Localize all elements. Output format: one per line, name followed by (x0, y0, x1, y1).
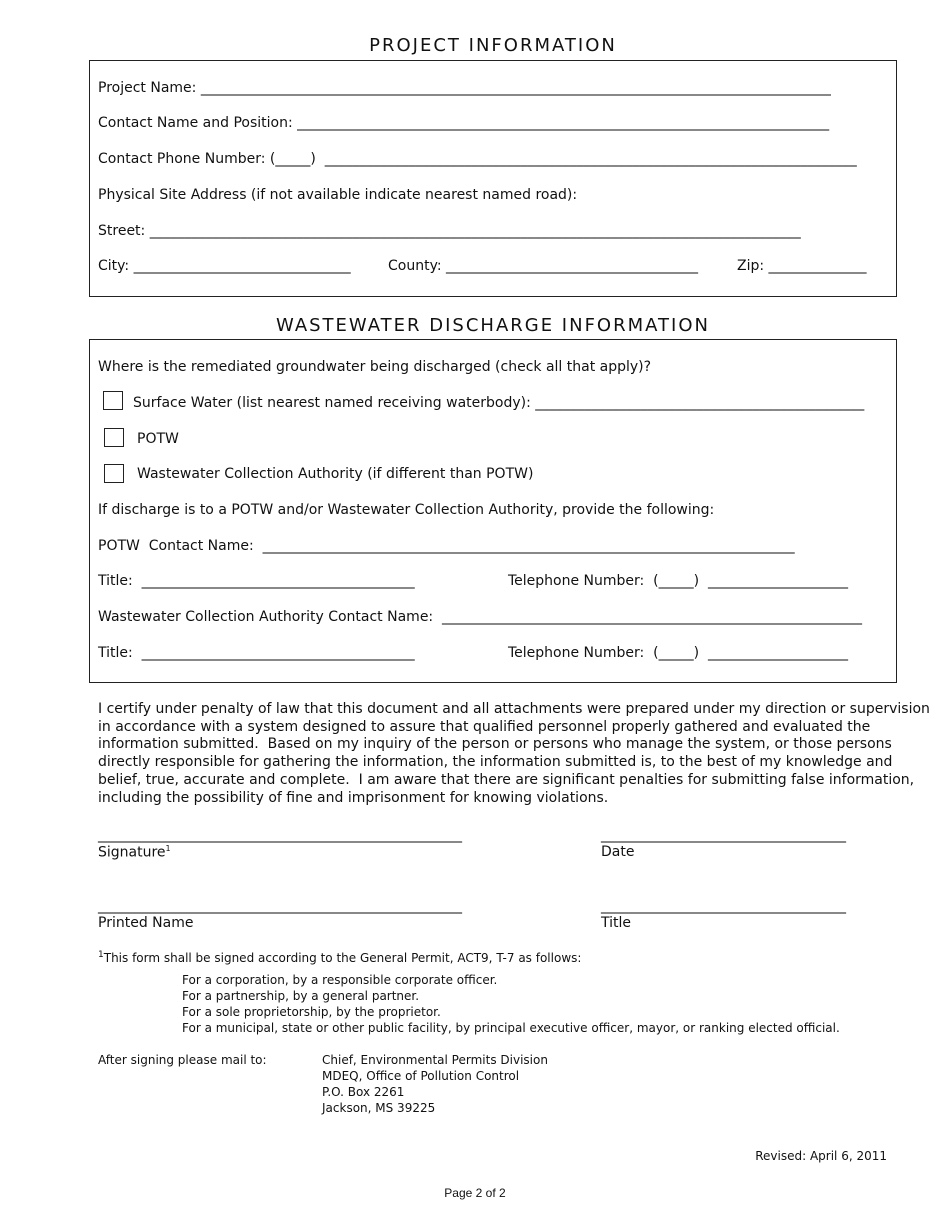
signature-footnote-marker: 1 (165, 844, 171, 853)
wastewater-heading: WASTEWATER DISCHARGE INFORMATION (276, 315, 710, 336)
certification-line: belief, true, accurate and complete. I am aware that there are significant penalties for submitting false information, (98, 772, 915, 788)
footnote-item: For a partnership, by a general partner. (182, 989, 420, 1003)
potw-label: POTW (137, 431, 179, 447)
surface-water-checkbox[interactable] (103, 391, 123, 410)
title-label: Title (601, 915, 632, 931)
certification-line: including the possibility of fine and imprisonment for knowing violations. (98, 790, 609, 806)
project-information-heading: PROJECT INFORMATION (369, 35, 617, 56)
authority-title-field[interactable]: Title: _______________________________________ (98, 645, 415, 661)
certification-line: I certify under penalty of law that this document and all attachments were prepared under my direction or supervision (98, 701, 930, 717)
mailing-address-line: MDEQ, Office of Pollution Control (322, 1069, 520, 1083)
date-label: Date (601, 844, 635, 860)
certification-line: directly responsible for gathering the information, the information submitted is, to the best of my knowledge and (98, 754, 893, 770)
title-line[interactable]: ___________________________________ (601, 898, 846, 914)
collection-authority-checkbox[interactable] (104, 464, 124, 483)
site-address-label: Physical Site Address (if not available indicate nearest named road): (98, 187, 578, 203)
footnote-intro-text: This form shall be signed according to the General Permit, ACT9, T-7 as follows: (103, 951, 582, 965)
certification-line: in accordance with a system designed to assure that qualified personnel properly gathered and evaluated the (98, 719, 871, 735)
project-name-field[interactable]: Project Name: __________________________________________________________________________________________ (98, 80, 831, 96)
street-field[interactable]: Street: _____________________________________________________________________________________________ (98, 223, 801, 239)
footnote-marker: 1 (98, 950, 104, 960)
certification-line: information submitted. Based on my inquiry of the person or persons who manage the system, or those persons (98, 736, 892, 752)
revised-date: Revised: April 6, 2011 (755, 1149, 887, 1163)
county-field[interactable]: County: ____________________________________ (388, 258, 699, 274)
signature-line[interactable]: ____________________________________________________ (98, 827, 462, 843)
footnote-item: For a sole proprietorship, by the proprietor. (182, 1005, 441, 1019)
if-discharge-label: If discharge is to a POTW and/or Wastewater Collection Authority, provide the following: (98, 502, 715, 518)
footnote-item: For a corporation, by a responsible corporate officer. (182, 973, 498, 987)
footnote-intro (98, 950, 581, 965)
date-line[interactable]: ___________________________________ (601, 827, 846, 843)
mail-to-label: After signing please mail to: (98, 1053, 267, 1067)
potw-checkbox[interactable] (104, 428, 124, 447)
printed-name-label: Printed Name (98, 915, 194, 931)
zip-field[interactable]: Zip: ______________ (737, 258, 867, 274)
city-field[interactable]: City: _______________________________ (98, 258, 351, 274)
surface-water-field[interactable]: Surface Water (list nearest named receiving waterbody): _______________________________________________ (133, 395, 865, 411)
printed-name-line[interactable]: ____________________________________________________ (98, 898, 462, 914)
mailing-address-line: P.O. Box 2261 (322, 1085, 405, 1099)
authority-telephone-field[interactable]: Telephone Number: (_____) ____________________ (508, 645, 848, 661)
authority-contact-field[interactable]: Wastewater Collection Authority Contact Name: ____________________________________________________________ (98, 609, 863, 625)
potw-telephone-field[interactable]: Telephone Number: (_____) ____________________ (508, 573, 848, 589)
signature-label (98, 844, 171, 861)
mailing-address-line: Chief, Environmental Permits Division (322, 1053, 548, 1067)
mailing-address-line: Jackson, MS 39225 (322, 1101, 436, 1115)
signature-label-text: Signature (98, 844, 166, 861)
page-number: Page 2 of 2 (444, 1186, 506, 1200)
contact-name-field[interactable]: Contact Name and Position: ____________________________________________________________________________ (98, 115, 830, 131)
collection-authority-label: Wastewater Collection Authority (if different than POTW) (137, 466, 534, 482)
contact-phone-field[interactable]: Contact Phone Number: (_____) ____________________________________________________________________________ (98, 151, 857, 167)
potw-title-field[interactable]: Title: _______________________________________ (98, 573, 415, 589)
potw-contact-field[interactable]: POTW Contact Name: ____________________________________________________________________________ (98, 538, 795, 554)
footnote-item: For a municipal, state or other public facility, by principal executive officer, mayor, or ranking elected official. (182, 1021, 840, 1035)
discharge-question: Where is the remediated groundwater being discharged (check all that apply)? (98, 359, 652, 375)
